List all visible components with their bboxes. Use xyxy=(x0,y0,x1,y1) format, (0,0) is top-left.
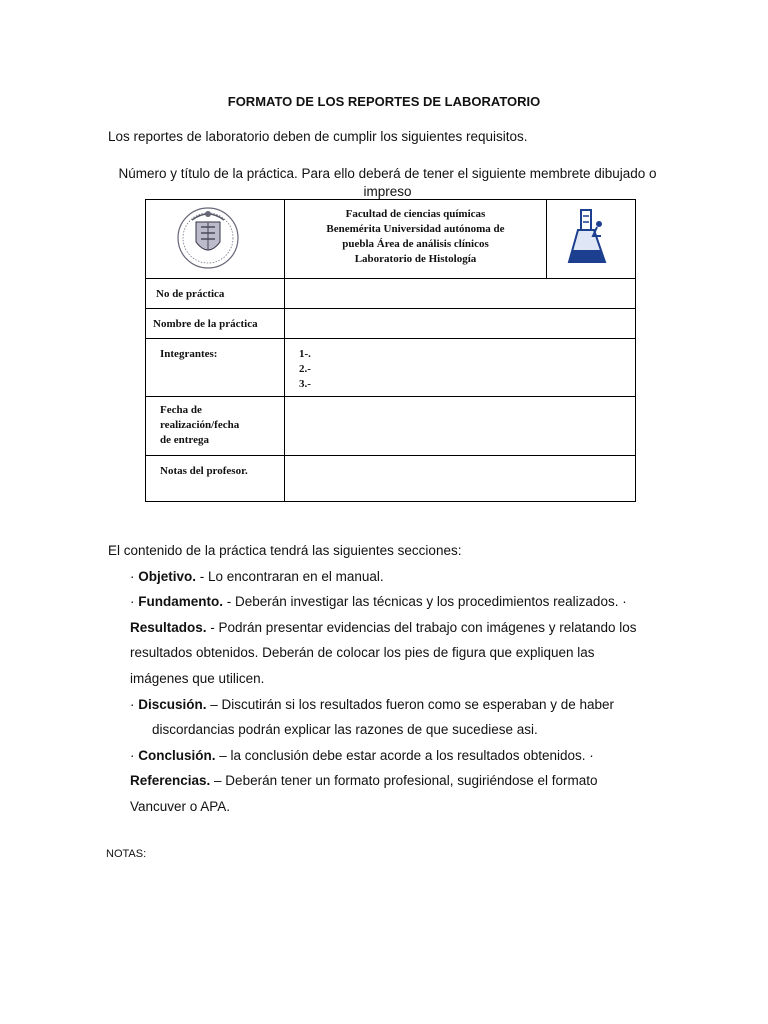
member-2: 2.- xyxy=(299,363,311,375)
bullet: · xyxy=(130,568,135,584)
content-sections xyxy=(108,538,668,820)
practice-no-field[interactable] xyxy=(285,279,636,309)
faculty-line-1: Facultad de ciencias químicas xyxy=(345,208,486,220)
faculty-line-4: Laboratorio de Histología xyxy=(354,253,477,265)
header-table xyxy=(145,199,636,502)
member-3: 3.- xyxy=(299,378,311,390)
subheading-line1: Para ello deberá de tener el siguiente membrete dibujado o xyxy=(297,166,657,181)
lab-flask-icon xyxy=(547,200,635,275)
results-text: - Podrán presentar evidencias del trabajo con imágenes y relatando los xyxy=(206,619,637,635)
faculty-line-3: puebla Área de análisis clínicos xyxy=(342,238,489,250)
references-item xyxy=(108,768,668,794)
bullet: · xyxy=(130,747,135,763)
lab-logo-cell xyxy=(547,200,636,279)
practice-name-field[interactable] xyxy=(285,309,636,339)
intro-text: Los reportes de laboratorio deben de cumplir los siguientes requisitos. xyxy=(108,129,528,144)
results-label: Resultados. xyxy=(130,619,207,635)
references-text: – Deberán tener un formato profesional, sugiriéndose el formato xyxy=(210,773,598,789)
fundamento-label: Fundamento. xyxy=(138,594,224,610)
practice-name-label: Nombre de la práctica xyxy=(146,309,285,339)
date-label-line-1: Fecha de xyxy=(160,404,202,416)
subheading-bold: Número y título de la práctica. xyxy=(118,166,298,181)
member-1: 1-. xyxy=(299,348,311,360)
bullet: · xyxy=(130,594,135,610)
results-item xyxy=(108,615,668,641)
page-title: FORMATO DE LOS REPORTES DE LABORATORIO xyxy=(227,94,541,109)
members-label: Integrantes: xyxy=(146,339,285,397)
discussion-label: Discusión. xyxy=(138,696,207,712)
university-seal-cell xyxy=(146,200,285,279)
conclusion-item xyxy=(108,743,668,769)
date-label-line-2: realización/fecha xyxy=(160,419,240,431)
objective-item xyxy=(108,564,668,590)
fundamento-item xyxy=(108,589,668,615)
subheading-line2: impreso xyxy=(363,184,412,199)
results-line-3: imágenes que utilicen. xyxy=(130,670,265,686)
conclusion-label: Conclusión. xyxy=(138,747,216,763)
teacher-notes-label: Notas del profesor. xyxy=(146,456,285,502)
discussion-line-2: discordancias podrán explicar las razones de que sucediese asi. xyxy=(152,722,538,738)
content-lead: El contenido de la práctica tendrá las siguientes secciones: xyxy=(108,543,462,558)
subheading xyxy=(115,165,660,201)
objective-text: - Lo encontraran en el manual. xyxy=(196,568,384,584)
results-line-2: resultados obtenidos. Deberán de colocar los pies de figura que expliquen las xyxy=(130,645,595,661)
conclusion-text: – la conclusión debe estar acorde a los resultados obtenidos. · xyxy=(215,747,594,763)
teacher-notes-field[interactable] xyxy=(285,456,636,502)
objective-label: Objetivo. xyxy=(138,568,197,584)
fundamento-text: - Deberán investigar las técnicas y los procedimientos realizados. · xyxy=(223,594,627,610)
notes-label: NOTAS: xyxy=(106,848,147,860)
bullet: · xyxy=(130,696,135,712)
faculty-line-2: Benemérita Universidad autónoma de xyxy=(326,223,505,235)
university-seal-icon xyxy=(146,200,270,275)
date-label xyxy=(146,397,285,456)
references-label: Referencias. xyxy=(130,773,211,789)
date-field[interactable] xyxy=(285,397,636,456)
members-field[interactable] xyxy=(285,339,636,397)
practice-no-label: No de práctica xyxy=(146,279,285,309)
date-label-line-3: de entrega xyxy=(160,434,209,446)
faculty-cell xyxy=(285,200,547,279)
discussion-item xyxy=(108,692,668,718)
discussion-text: – Discutirán si los resultados fueron como se esperaban y de haber xyxy=(206,696,615,712)
references-line-2: Vancuver o APA. xyxy=(130,798,231,814)
